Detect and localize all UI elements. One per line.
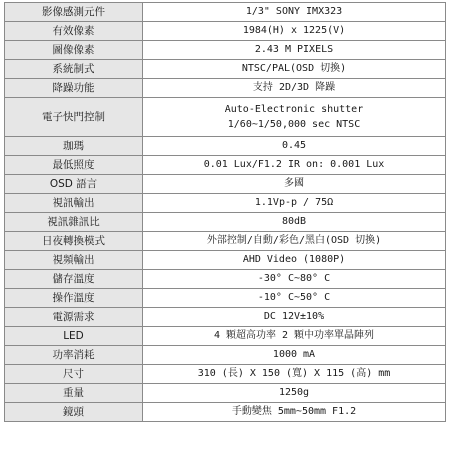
table-row	[5, 137, 446, 156]
spec-value-video-output-level: 1.1Vp-p / 75Ω	[143, 194, 446, 213]
spec-value-power-supply: DC 12V±10%	[143, 308, 446, 327]
table-row	[5, 365, 446, 384]
spec-value-snr: 80dB	[143, 213, 446, 232]
table-row	[5, 194, 446, 213]
shutter-line-2: 1/60~1/50,000 sec NTSC	[227, 119, 361, 130]
spec-label-shutter: 電子快門控制	[5, 98, 143, 137]
table-row	[5, 41, 446, 60]
spec-value-led: 4 顆超高功率 2 顆中功率單晶陣列	[143, 327, 446, 346]
spec-value-image-pixels: 2.43 M PIXELS	[143, 41, 446, 60]
spec-value-power-consumption: 1000 mA	[143, 346, 446, 365]
spec-label-storage-temp: 儲存溫度	[5, 270, 143, 289]
spec-label-snr: 視訊雜訊比	[5, 213, 143, 232]
spec-label-led: LED	[5, 327, 143, 346]
spec-value-day-night: 外部控制/自動/彩色/黑白(OSD 切換)	[143, 232, 446, 251]
spec-label-system-format: 系統制式	[5, 60, 143, 79]
spec-value-operating-temp: -10° C~50° C	[143, 289, 446, 308]
spec-label-day-night: 日夜轉換模式	[5, 232, 143, 251]
table-row	[5, 175, 446, 194]
table-row	[5, 60, 446, 79]
table-row	[5, 232, 446, 251]
table-row	[5, 251, 446, 270]
table-row	[5, 156, 446, 175]
spec-value-min-illumination: 0.01 Lux/F1.2 IR on: 0.001 Lux	[143, 156, 446, 175]
spec-value-video-format: AHD Video (1080P)	[143, 251, 446, 270]
spec-label-noise-reduction: 降躁功能	[5, 79, 143, 98]
spec-label-image-pixels: 圖像像素	[5, 41, 143, 60]
spec-value-lens: 手動變焦 5mm~50mm F1.2	[143, 403, 446, 422]
spec-value-shutter	[143, 98, 446, 137]
spec-label-lens: 鏡頭	[5, 403, 143, 422]
spec-label-weight: 重量	[5, 384, 143, 403]
table-row	[5, 403, 446, 422]
spec-label-osd-language: OSD 語言	[5, 175, 143, 194]
shutter-line-1: Auto-Electronic shutter	[224, 104, 364, 115]
spec-value-noise-reduction: 支持 2D/3D 降躁	[143, 79, 446, 98]
table-row	[5, 308, 446, 327]
spec-label-min-illumination: 最低照度	[5, 156, 143, 175]
table-row	[5, 3, 446, 22]
table-row	[5, 384, 446, 403]
spec-label-effective-pixels: 有效像素	[5, 22, 143, 41]
spec-label-video-format: 視頻輸出	[5, 251, 143, 270]
spec-label-power-supply: 電源需求	[5, 308, 143, 327]
spec-label-power-consumption: 功率消耗	[5, 346, 143, 365]
table-row	[5, 327, 446, 346]
spec-label-sensor: 影像感測元件	[5, 3, 143, 22]
spec-table	[4, 2, 446, 422]
table-row	[5, 270, 446, 289]
spec-value-dimensions: 310 (長) X 150 (寬) X 115 (高) mm	[143, 365, 446, 384]
spec-label-operating-temp: 操作溫度	[5, 289, 143, 308]
spec-value-effective-pixels: 1984(H) x 1225(V)	[143, 22, 446, 41]
table-row	[5, 22, 446, 41]
table-row	[5, 346, 446, 365]
spec-value-storage-temp: -30° C~80° C	[143, 270, 446, 289]
spec-value-sensor: 1/3" SONY IMX323	[143, 3, 446, 22]
spec-value-system-format: NTSC/PAL(OSD 切換)	[143, 60, 446, 79]
table-row	[5, 213, 446, 232]
spec-value-weight: 1250g	[143, 384, 446, 403]
spec-value-osd-language: 多國	[143, 175, 446, 194]
spec-label-video-output-level: 視訊輸出	[5, 194, 143, 213]
spec-label-gamma: 珈瑪	[5, 137, 143, 156]
spec-label-dimensions: 尺寸	[5, 365, 143, 384]
table-row	[5, 289, 446, 308]
spec-value-gamma: 0.45	[143, 137, 446, 156]
table-row	[5, 98, 446, 137]
table-row	[5, 79, 446, 98]
